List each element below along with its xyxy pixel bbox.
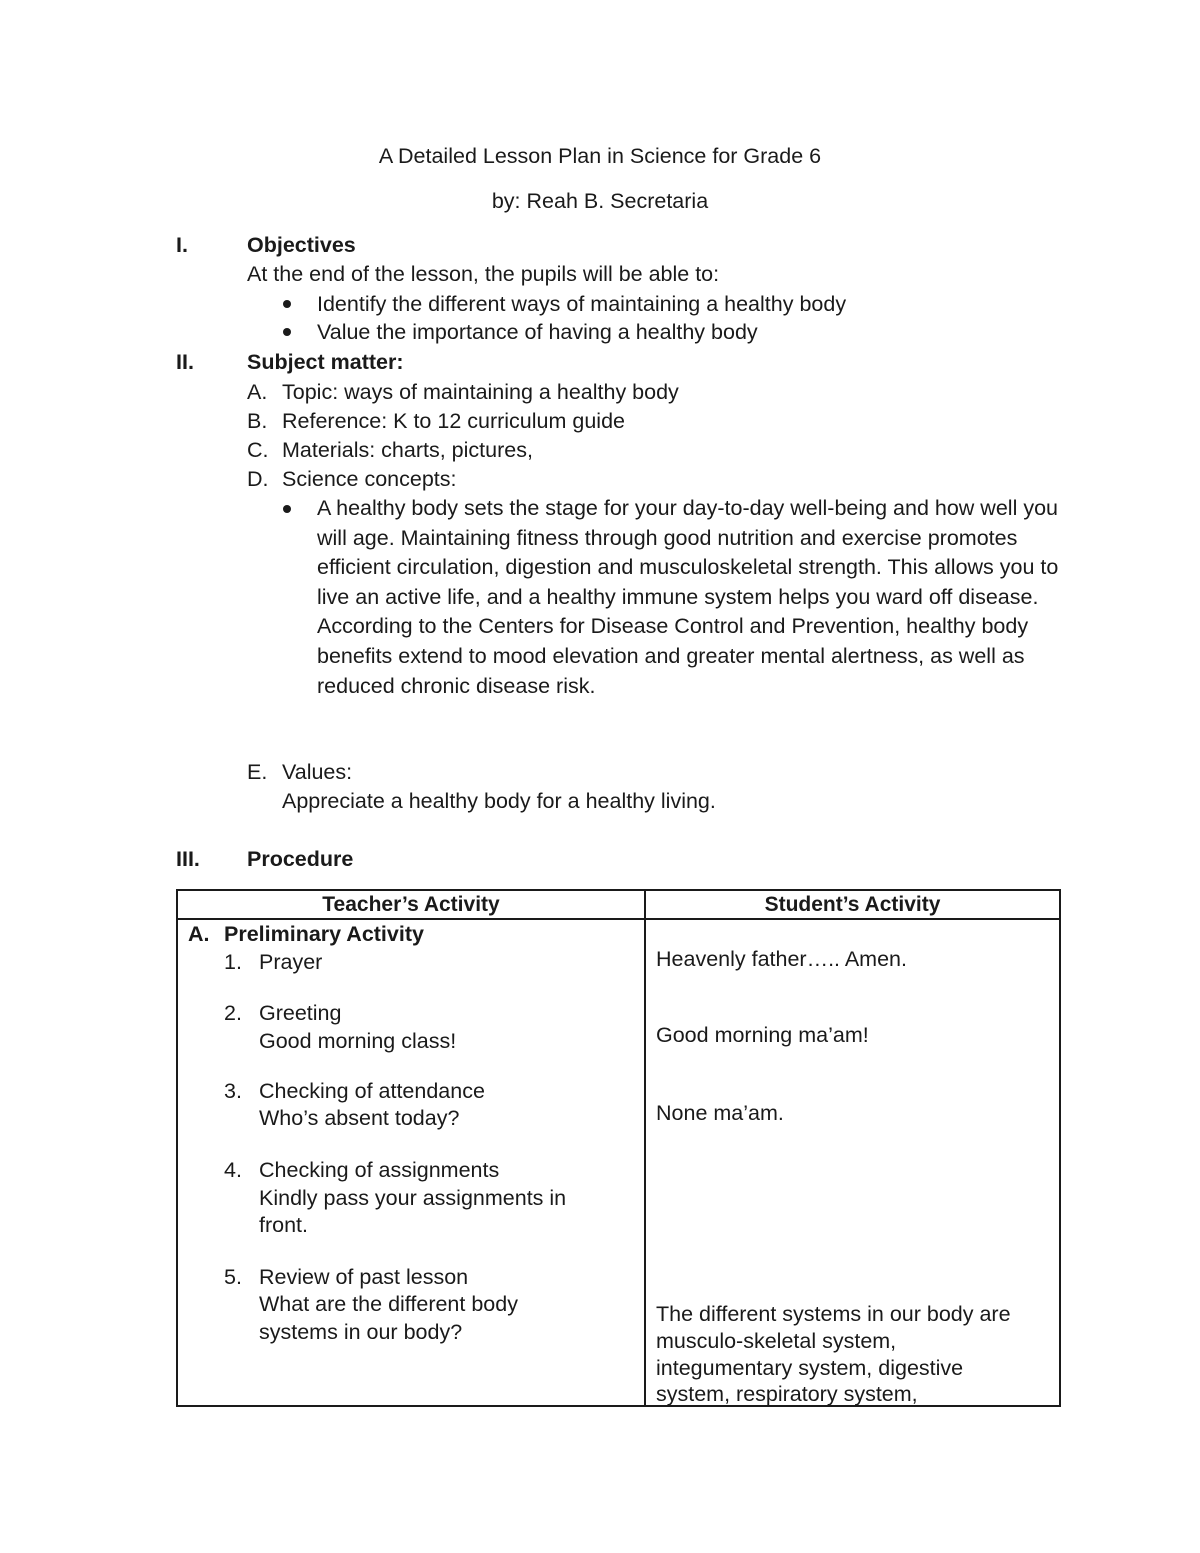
- step-title: Checking of attendance: [259, 1079, 485, 1103]
- bullet-icon: [283, 505, 291, 513]
- student-activity-header: Student’s Activity: [645, 890, 1060, 919]
- student-activity-cell: [645, 919, 1060, 1406]
- subject-item-letter: A.: [247, 380, 268, 404]
- student-response: Good morning ma’am!: [656, 1023, 869, 1047]
- activity-title: Preliminary Activity: [224, 922, 424, 946]
- step-title: Prayer: [259, 950, 323, 974]
- student-response: None ma’am.: [656, 1101, 784, 1125]
- step-number: 5.: [224, 1265, 242, 1289]
- step-number: 1.: [224, 950, 242, 974]
- student-response: system, respiratory system,: [656, 1382, 918, 1406]
- bullet-icon: [283, 300, 291, 308]
- student-response: integumentary system, digestive: [656, 1356, 964, 1380]
- subject-item-topic: Topic: ways of maintaining a healthy body: [282, 380, 679, 404]
- objective-item: Value the importance of having a healthy body: [317, 320, 758, 344]
- step-line: Kindly pass your assignments in: [259, 1186, 567, 1210]
- student-response: The different systems in our body are: [656, 1302, 1011, 1326]
- objective-item: Identify the different ways of maintaining a healthy body: [317, 292, 847, 316]
- values-label: Values:: [282, 760, 353, 784]
- activity-letter: A.: [188, 922, 210, 946]
- teacher-activity-cell: [177, 919, 645, 1406]
- objectives-intro: At the end of the lesson, the pupils will be able to:: [247, 262, 720, 286]
- step-number: 3.: [224, 1079, 242, 1103]
- section-numeral-subject-matter: II.: [176, 350, 194, 374]
- subject-item-science-concepts: Science concepts:: [282, 467, 457, 491]
- student-response: Heavenly father….. Amen.: [656, 947, 907, 971]
- procedure-table: [176, 889, 1061, 1407]
- values-text: Appreciate a healthy body for a healthy living.: [282, 789, 716, 813]
- step-title: Review of past lesson: [259, 1265, 469, 1289]
- subject-item-materials: Materials: charts, pictures,: [282, 438, 533, 462]
- subject-item-letter: E.: [247, 760, 268, 784]
- subject-item-letter: D.: [247, 467, 269, 491]
- section-heading-subject-matter: Subject matter:: [247, 350, 404, 374]
- subject-item-letter: C.: [247, 438, 269, 462]
- subject-item-reference: Reference: K to 12 curriculum guide: [282, 409, 625, 433]
- step-line: systems in our body?: [259, 1320, 463, 1344]
- section-numeral-objectives: I.: [176, 233, 188, 257]
- step-number: 2.: [224, 1001, 242, 1025]
- step-title: Greeting: [259, 1001, 342, 1025]
- document-author: by: Reah B. Secretaria: [491, 189, 709, 213]
- section-heading-objectives: Objectives: [247, 233, 356, 257]
- step-title: Checking of assignments: [259, 1158, 500, 1182]
- document-title: A Detailed Lesson Plan in Science for Grade 6: [378, 144, 822, 168]
- section-heading-procedure: Procedure: [247, 847, 354, 871]
- section-numeral-procedure: III.: [176, 847, 200, 871]
- science-concept-paragraph: A healthy body sets the stage for your day-to-day well-being and how well you will age. Maintaining fitness through good nutrition and exercise promotes efficient circulation, digestion and musculoskeletal strength. This allows you to live an active life, and a healthy immune system helps you ward off disease. According to the Centers for Disease Control and Prevention, healthy body benefits extend to mood elevation and greater mental alertness, as well as reduced chronic disease risk.: [317, 496, 1059, 698]
- step-line: Who’s absent today?: [259, 1106, 460, 1130]
- teacher-activity-header: Teacher’s Activity: [177, 890, 645, 919]
- student-response: musculo-skeletal system,: [656, 1329, 897, 1353]
- subject-item-letter: B.: [247, 409, 268, 433]
- step-line: front.: [259, 1213, 308, 1237]
- step-line: Good morning class!: [259, 1029, 457, 1053]
- step-number: 4.: [224, 1158, 242, 1182]
- step-line: What are the different body: [259, 1292, 518, 1316]
- bullet-icon: [283, 328, 291, 336]
